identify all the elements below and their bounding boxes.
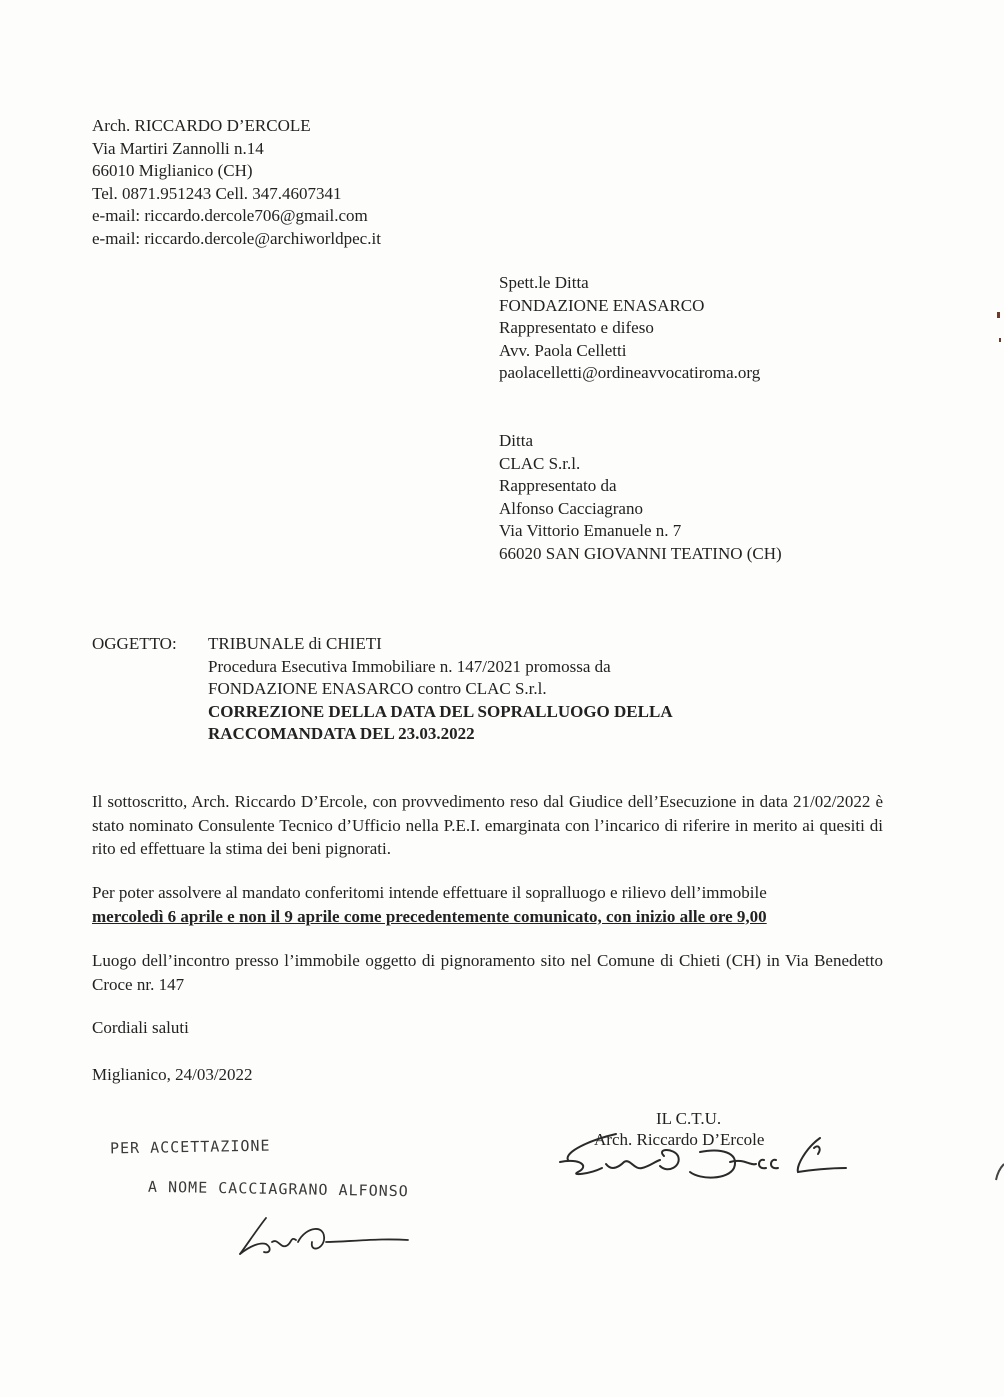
- place-date: Miglianico, 24/03/2022: [92, 1065, 253, 1084]
- closing-greeting: Cordiali saluti: [92, 1018, 189, 1037]
- recipient-name: CLAC S.r.l.: [499, 453, 581, 473]
- recipient-representation: Rappresentato e difeso: [499, 318, 654, 338]
- signature-title: IL C.T.U.: [656, 1109, 722, 1128]
- sender-pec: e-mail: riccardo.dercole@archiworldpec.it: [92, 228, 381, 248]
- body-paragraph-appointment: Il sottoscritto, Arch. Riccardo D’Ercole, con provvedimento reso dal Giudice dell’Esecuzione in data 21/02/2022 è stato nominato Consulente Tecnico d’Ufficio nella P.E.I. emarginata con l’incarico di riferire in merito ai quesiti di rito ed effettuare la stima dei beni pignorati.: [92, 792, 883, 858]
- sender-email: e-mail: riccardo.dercole706@gmail.com: [92, 206, 368, 226]
- acceptance-signature: [226, 1212, 426, 1262]
- subject-court: TRIBUNALE di CHIETI: [208, 634, 382, 653]
- recipient-block-clac: [499, 430, 782, 566]
- subject-procedure: Procedura Esecutiva Immobiliare n. 147/2021 promossa da: [208, 656, 611, 676]
- subject-parties: FONDAZIONE ENASARCO contro CLAC S.r.l.: [208, 679, 547, 699]
- handwritten-acceptance: PER ACCETTAZIONE: [109, 1136, 271, 1158]
- subject-block: [208, 633, 673, 746]
- body-paragraph-inspection: [92, 881, 883, 928]
- sender-city: 66010 Miglianico (CH): [92, 161, 253, 181]
- recipient-representation: Rappresentato da: [499, 476, 617, 496]
- signature-name: Arch. Riccardo D’Ercole: [594, 1130, 765, 1149]
- inspection-date-emphasis: mercoledì 6 aprile e non il 9 aprile come precedentemente comunicato, con inizio alle ore 9,00: [92, 906, 767, 926]
- handwritten-name: A NOME CACCIAGRANO ALFONSO: [147, 1177, 409, 1201]
- recipient-email: paolacelletti@ordineavvocatiroma.org: [499, 363, 761, 383]
- subject-label: OGGETTO:: [92, 634, 177, 653]
- recipient-salutation: Ditta: [499, 431, 533, 450]
- recipient-name: FONDAZIONE ENASARCO: [499, 295, 705, 315]
- recipient-lawyer: Avv. Paola Celletti: [499, 340, 627, 360]
- recipient-address: Via Vittorio Emanuele n. 7: [499, 521, 682, 541]
- sender-name: Arch. RICCARDO D’ERCOLE: [92, 116, 311, 135]
- sender-address: Via Martiri Zannolli n.14: [92, 138, 264, 158]
- recipient-representative: Alfonso Cacciagrano: [499, 498, 643, 518]
- ctu-signature: [550, 1118, 860, 1190]
- subject-title-cont: RACCOMANDATA DEL 23.03.2022: [208, 724, 475, 744]
- recipient-city: 66020 SAN GIOVANNI TEATINO (CH): [499, 543, 782, 563]
- recipient-block-enasarco: [499, 272, 760, 385]
- inspection-text: Per poter assolvere al mandato conferitomi intende effettuare il sopralluogo e rilievo dell’immobile: [92, 883, 767, 902]
- sender-block: [92, 115, 381, 251]
- body-paragraph-location: Luogo dell’incontro presso l’immobile oggetto di pignoramento sito nel Comune di Chieti (CH) in Via Benedetto Croce nr. 147: [92, 951, 883, 994]
- page-edge-marks: [980, 300, 1004, 1200]
- recipient-salutation: Spett.le Ditta: [499, 273, 589, 292]
- subject-title: CORREZIONE DELLA DATA DEL SOPRALLUOGO DELLA: [208, 701, 673, 721]
- sender-phone: Tel. 0871.951243 Cell. 347.4607341: [92, 183, 342, 203]
